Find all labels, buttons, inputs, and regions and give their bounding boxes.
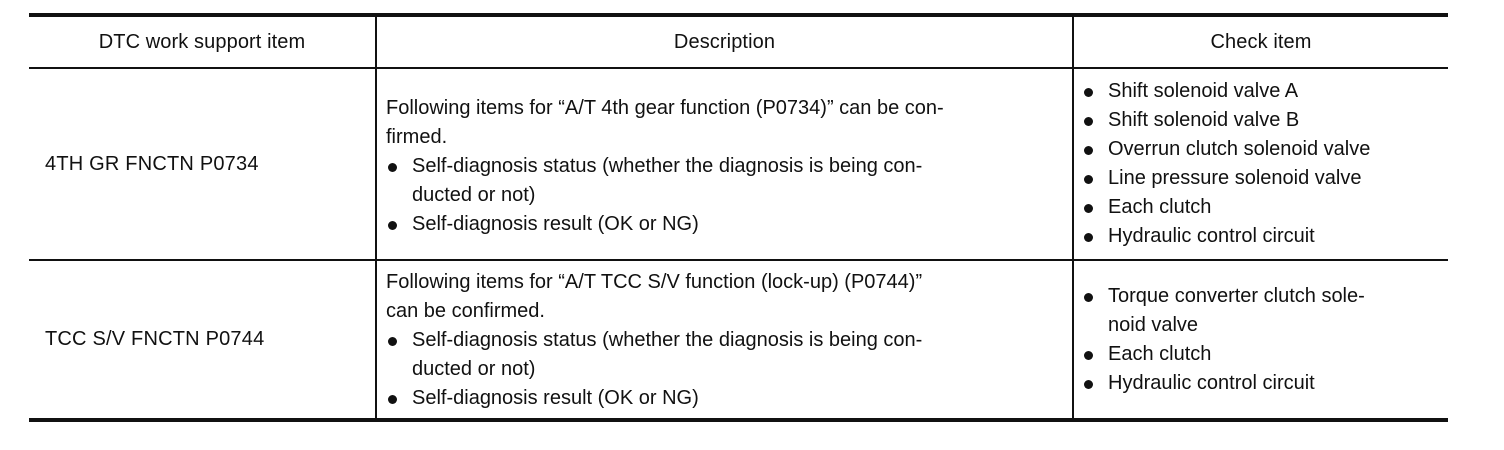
- column-header-item: DTC work support item: [29, 15, 376, 68]
- bullet-icon: [388, 163, 397, 172]
- dtc-work-support-table: [29, 13, 1448, 422]
- list-item: [386, 326, 1058, 384]
- bullet-icon: [1084, 233, 1093, 242]
- bullet-icon: [1084, 293, 1093, 302]
- list-item: [386, 152, 1058, 210]
- list-item-text: Hydraulic control circuit: [1108, 225, 1315, 247]
- list-item-text: Self-diagnosis status (whether the diagnosis is being con-: [412, 329, 923, 351]
- check-item-cell: [1073, 260, 1448, 420]
- column-header-check: Check item: [1073, 15, 1448, 68]
- bullet-icon: [1084, 351, 1093, 360]
- list-item: [1082, 369, 1448, 398]
- list-item: [1082, 135, 1448, 164]
- description-intro-line: firmed.: [386, 125, 448, 148]
- list-item-text: Torque converter clutch sole-: [1108, 284, 1365, 307]
- description-intro-line: Following items for “A/T TCC S/V function (lock-up) (P0744)”: [386, 271, 923, 293]
- list-item-text: ducted or not): [412, 183, 536, 206]
- list-item-text: ducted or not): [412, 358, 536, 380]
- list-item-text: Each clutch: [1108, 342, 1212, 365]
- column-header-description: Description: [376, 15, 1073, 68]
- list-item-text: Shift solenoid valve B: [1108, 109, 1300, 131]
- dtc-item-cell: TCC S/V FNCTN P0744: [29, 260, 376, 420]
- check-item-cell: [1073, 68, 1448, 260]
- dtc-item-cell: 4TH GR FNCTN P0734: [29, 68, 376, 260]
- list-item-text: Shift solenoid valve A: [1108, 80, 1299, 102]
- description-bullet-list: [386, 326, 1058, 413]
- bullet-icon: [1084, 204, 1093, 213]
- list-item: [1082, 164, 1448, 193]
- dtc-work-support-table-wrap: [29, 13, 1448, 422]
- list-item-text: Self-diagnosis status (whether the diagnosis is being con-: [412, 154, 923, 177]
- list-item: [1082, 193, 1448, 222]
- check-item-list: [1082, 282, 1448, 398]
- description-intro-line: Following items for “A/T 4th gear function (P0734)” can be con-: [386, 96, 944, 119]
- list-item: [1082, 282, 1448, 340]
- bullet-icon: [1084, 88, 1093, 97]
- list-item: [1082, 77, 1448, 106]
- list-item-text: noid valve: [1108, 313, 1199, 336]
- description-cell: [376, 260, 1073, 420]
- description-intro: [386, 94, 1058, 152]
- list-item-text: Self-diagnosis result (OK or NG): [412, 387, 699, 409]
- bullet-icon: [1084, 175, 1093, 184]
- bullet-icon: [1084, 380, 1093, 389]
- list-item-text: Each clutch: [1108, 196, 1212, 218]
- list-item-text: Self-diagnosis result (OK or NG): [412, 212, 699, 235]
- table-header-row: [29, 15, 1448, 68]
- bullet-icon: [388, 337, 397, 346]
- description-intro-line: can be confirmed.: [386, 300, 545, 322]
- list-item: [1082, 106, 1448, 135]
- table-row: [29, 260, 1448, 420]
- list-item: [386, 210, 1058, 239]
- list-item-text: Overrun clutch solenoid valve: [1108, 138, 1371, 160]
- description-cell: [376, 68, 1073, 260]
- table-row: [29, 68, 1448, 260]
- bullet-icon: [388, 395, 397, 404]
- description-bullet-list: [386, 152, 1058, 239]
- bullet-icon: [388, 221, 397, 230]
- bullet-icon: [1084, 117, 1093, 126]
- list-item-text: Line pressure solenoid valve: [1108, 167, 1362, 189]
- list-item: [1082, 222, 1448, 251]
- list-item-text: Hydraulic control circuit: [1108, 371, 1315, 394]
- bullet-icon: [1084, 146, 1093, 155]
- check-item-list: [1082, 77, 1448, 251]
- list-item: [386, 384, 1058, 413]
- list-item: [1082, 340, 1448, 369]
- description-intro: [386, 268, 1058, 326]
